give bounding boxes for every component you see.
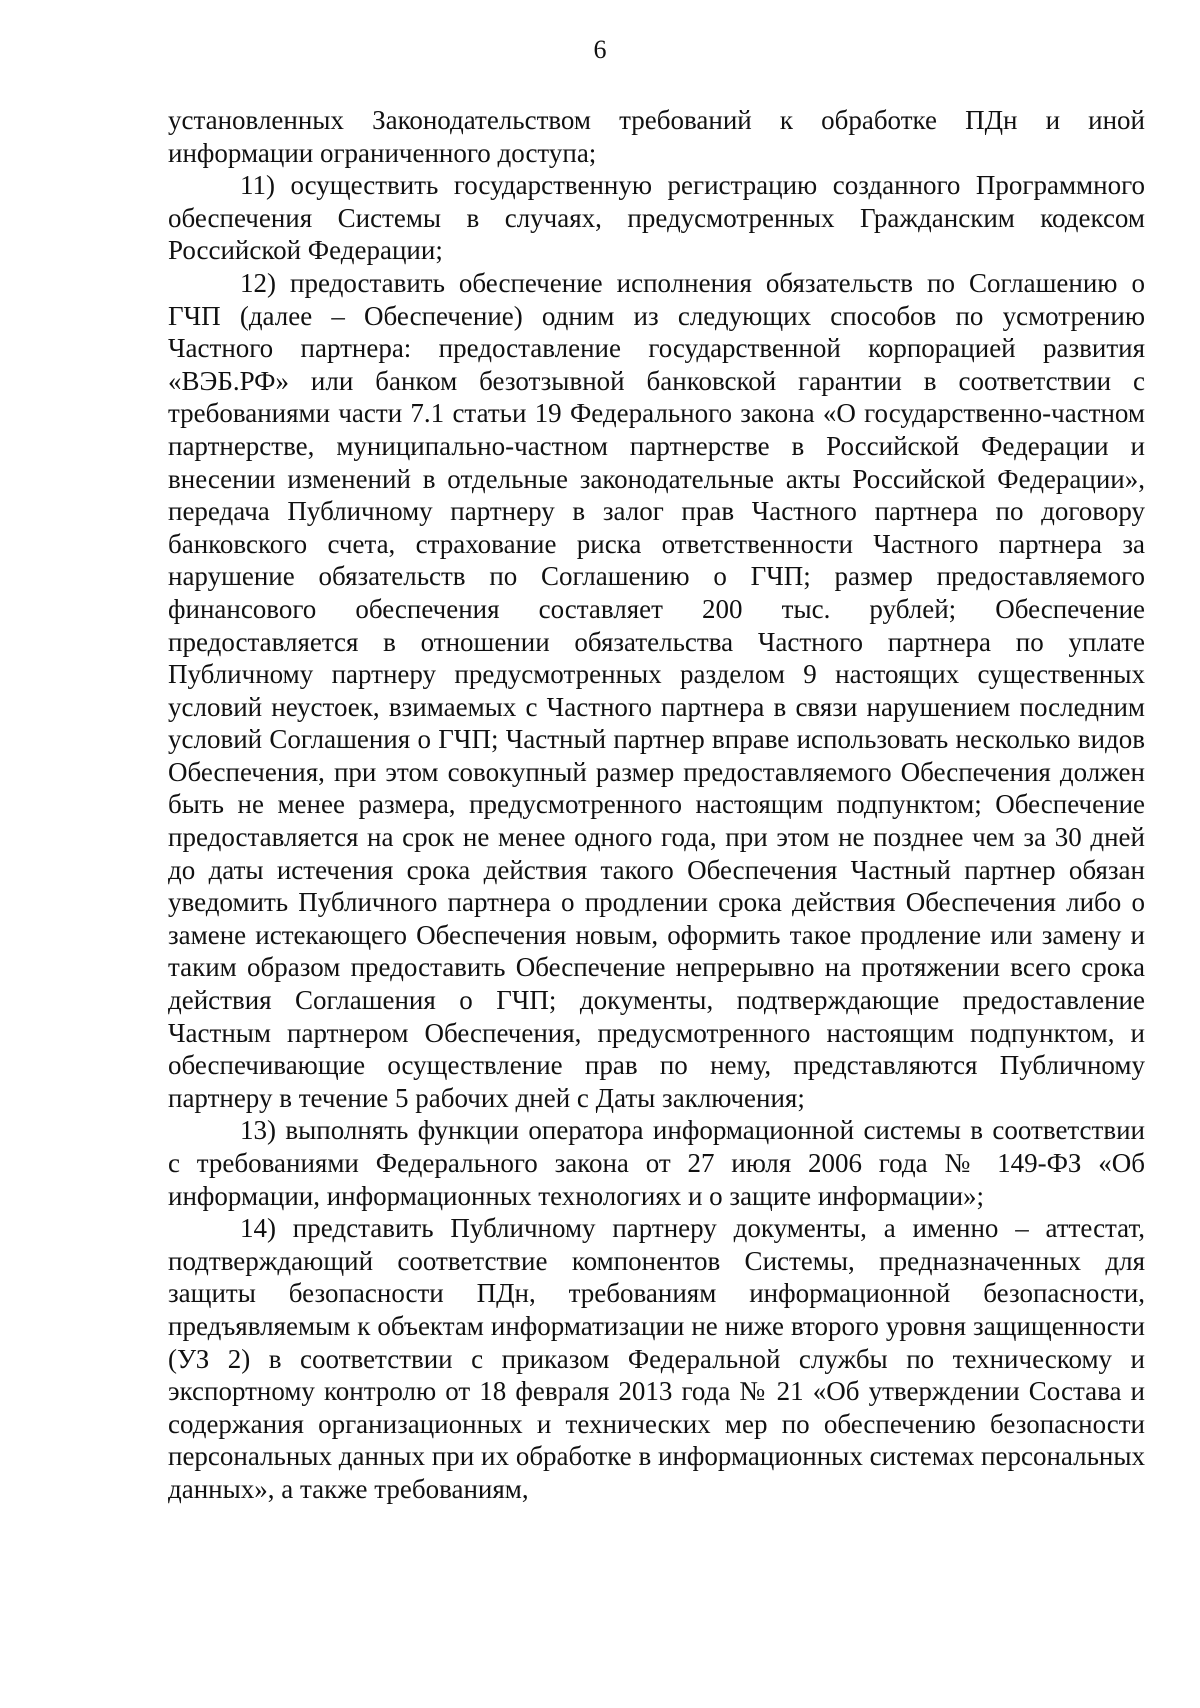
paragraph-continuation: установленных Законодательством требований к обработке ПДн и иной информации ограниченного доступа; [168,105,1145,168]
document-body [168,104,1145,1506]
paragraph-item-12: 12) предоставить обеспечение исполнения обязательств по Соглашению о ГЧП (далее – Обеспечение) одним из следующих способов по усмотрению Частного партнера: предоставление государственной корпорацией развития «ВЭБ.РФ» или банком безотзывной банковской гарантии в соответствии с требованиями части 7.1 статьи 19 Федерального закона «О государственно-частном партнерстве, муниципально-частном партнерстве в Российской Федерации и внесении изменений в отдельные законодательные акты Российской Федерации», передача Публичному партнеру в залог прав Частного партнера по договору банковского счета, страхование риска ответственности Частного партнера за нарушение обязательств по Соглашению о ГЧП; размер предоставляемого финансового обеспечения составляет 200 тыс. рублей; Обеспечение предоставляется в отношении обязательства Частного партнера по уплате Публичному партнеру предусмотренных разделом 9 настоящих существенных условий неустоек, взимаемых с Частного партнера в связи нарушением последним условий Соглашения о ГЧП; Частный партнер вправе использовать несколько видов Обеспечения, при этом совокупный размер предоставляемого Обеспечения должен быть не менее размера, предусмотренного настоящим подпунктом; Обеспечение предоставляется на срок не менее одного года, при этом не позднее чем за 30 дней до даты истечения срока действия такого Обеспечения Частный партнер обязан уведомить Публичного партнера о продлении срока действия Обеспечения либо о замене истекающего Обеспечения новым, оформить такое продление или замену и таким образом предоставить Обеспечение непрерывно на протяжении всего срока действия Соглашения о ГЧП; документы, подтверждающие предоставление Частным партнером Обеспечения, предусмотренного настоящим подпунктом, и обеспечивающие осуществление прав по нему, представляются Публичному партнеру в течение 5 рабочих дней с Даты заключения; [168,267,1145,1113]
paragraph-item-14: 14) представить Публичному партнеру документы, а именно – аттестат, подтверждающий соответствие компонентов Системы, предназначенных для защиты безопасности ПДн, требованиям информационной безопасности, предъявляемым к объектам информатизации не ниже второго уровня защищенности (УЗ 2) в соответствии с приказом Федеральной службы по техническому и экспортному контролю от 18 февраля 2013 года № 21 «Об утверждении Состава и содержания организационных и технических мер по обеспечению безопасности персональных данных при их обработке в информационных системах персональных данных», а также требованиям, [168,1213,1145,1504]
paragraph-item-11: 11) осуществить государственную регистрацию созданного Программного обеспечения Системы в случаях, предусмотренных Гражданским кодексом Российской Федерации; [168,170,1145,266]
paragraph-item-13: 13) выполнять функции оператора информационной системы в соответствии с требованиями Федерального закона от 27 июля 2006 года № 149-ФЗ «Об информации, информационных технологиях и о защите информации»; [168,1115,1145,1211]
page-number: 6 [593,35,607,64]
